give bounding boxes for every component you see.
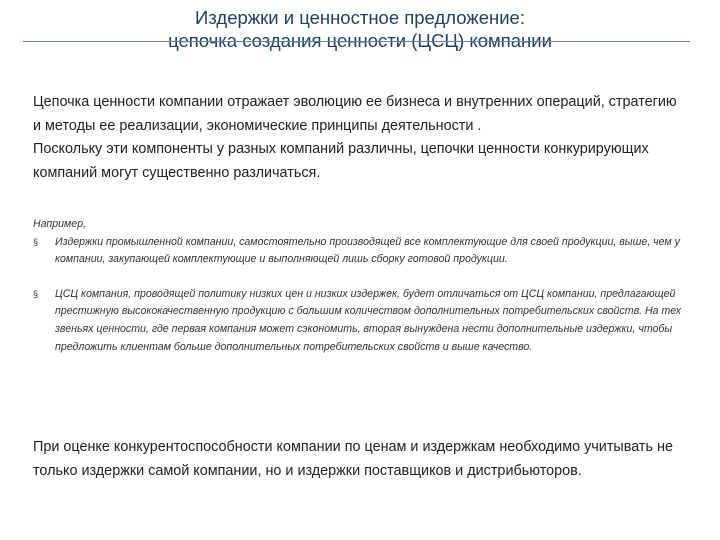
slide-title-line-1: Издержки и ценностное предложение:: [195, 7, 525, 28]
intro-paragraph-2: Поскольку эти компоненты у разных компаний различны, цепочки ценности конкурирующих компаний могут существенно различаться.: [33, 141, 649, 181]
bullet-icon: §: [33, 236, 39, 247]
examples-lead: Например,: [33, 218, 87, 230]
list-item: [33, 234, 683, 269]
list-item-text: Издержки промышленной компании, самостоятельно производящей все комплектующие для своей продукции, выше, чем у компании, закупающей комплектующие и выполняющей лишь сборку готовой продукции.: [55, 235, 680, 266]
conclusion-text: При оценке конкурентоспособности компании по ценам и издержкам необходимо учитывать не только издержки самой компании, но и издержки поставщиков и дистрибьюторов.: [33, 439, 673, 479]
examples-list: [33, 234, 683, 357]
title-divider: [23, 41, 690, 42]
examples-block: [33, 216, 683, 356]
intro-paragraph-1: Цепочка ценности компании отражает эволюцию ее бизнеса и внутренних операций, стратегию и методы ее реализации, экономические принципы деятельности .: [33, 94, 677, 134]
list-item: [33, 286, 683, 356]
list-item-text: ЦСЦ компания, проводящей политику низких цен и низких издержек, будет отличаться от ЦСЦ компании, предлагающей престижную высококачественную продукцию с большим количеством дополнительных потребительских свойств. На тех звеньях ценности, где первая компания может сэкономить, вторая вынуждена нести дополнительные издержки, чтобы предложить клиентам больше дополнительных потребительских свойств и выше качество.: [55, 287, 682, 353]
slide-title: [0, 6, 720, 52]
bullet-icon: §: [33, 288, 39, 299]
slide-title-line-2: цепочка создания ценности (ЦСЦ) компании: [168, 30, 552, 51]
intro-text: [33, 91, 683, 185]
